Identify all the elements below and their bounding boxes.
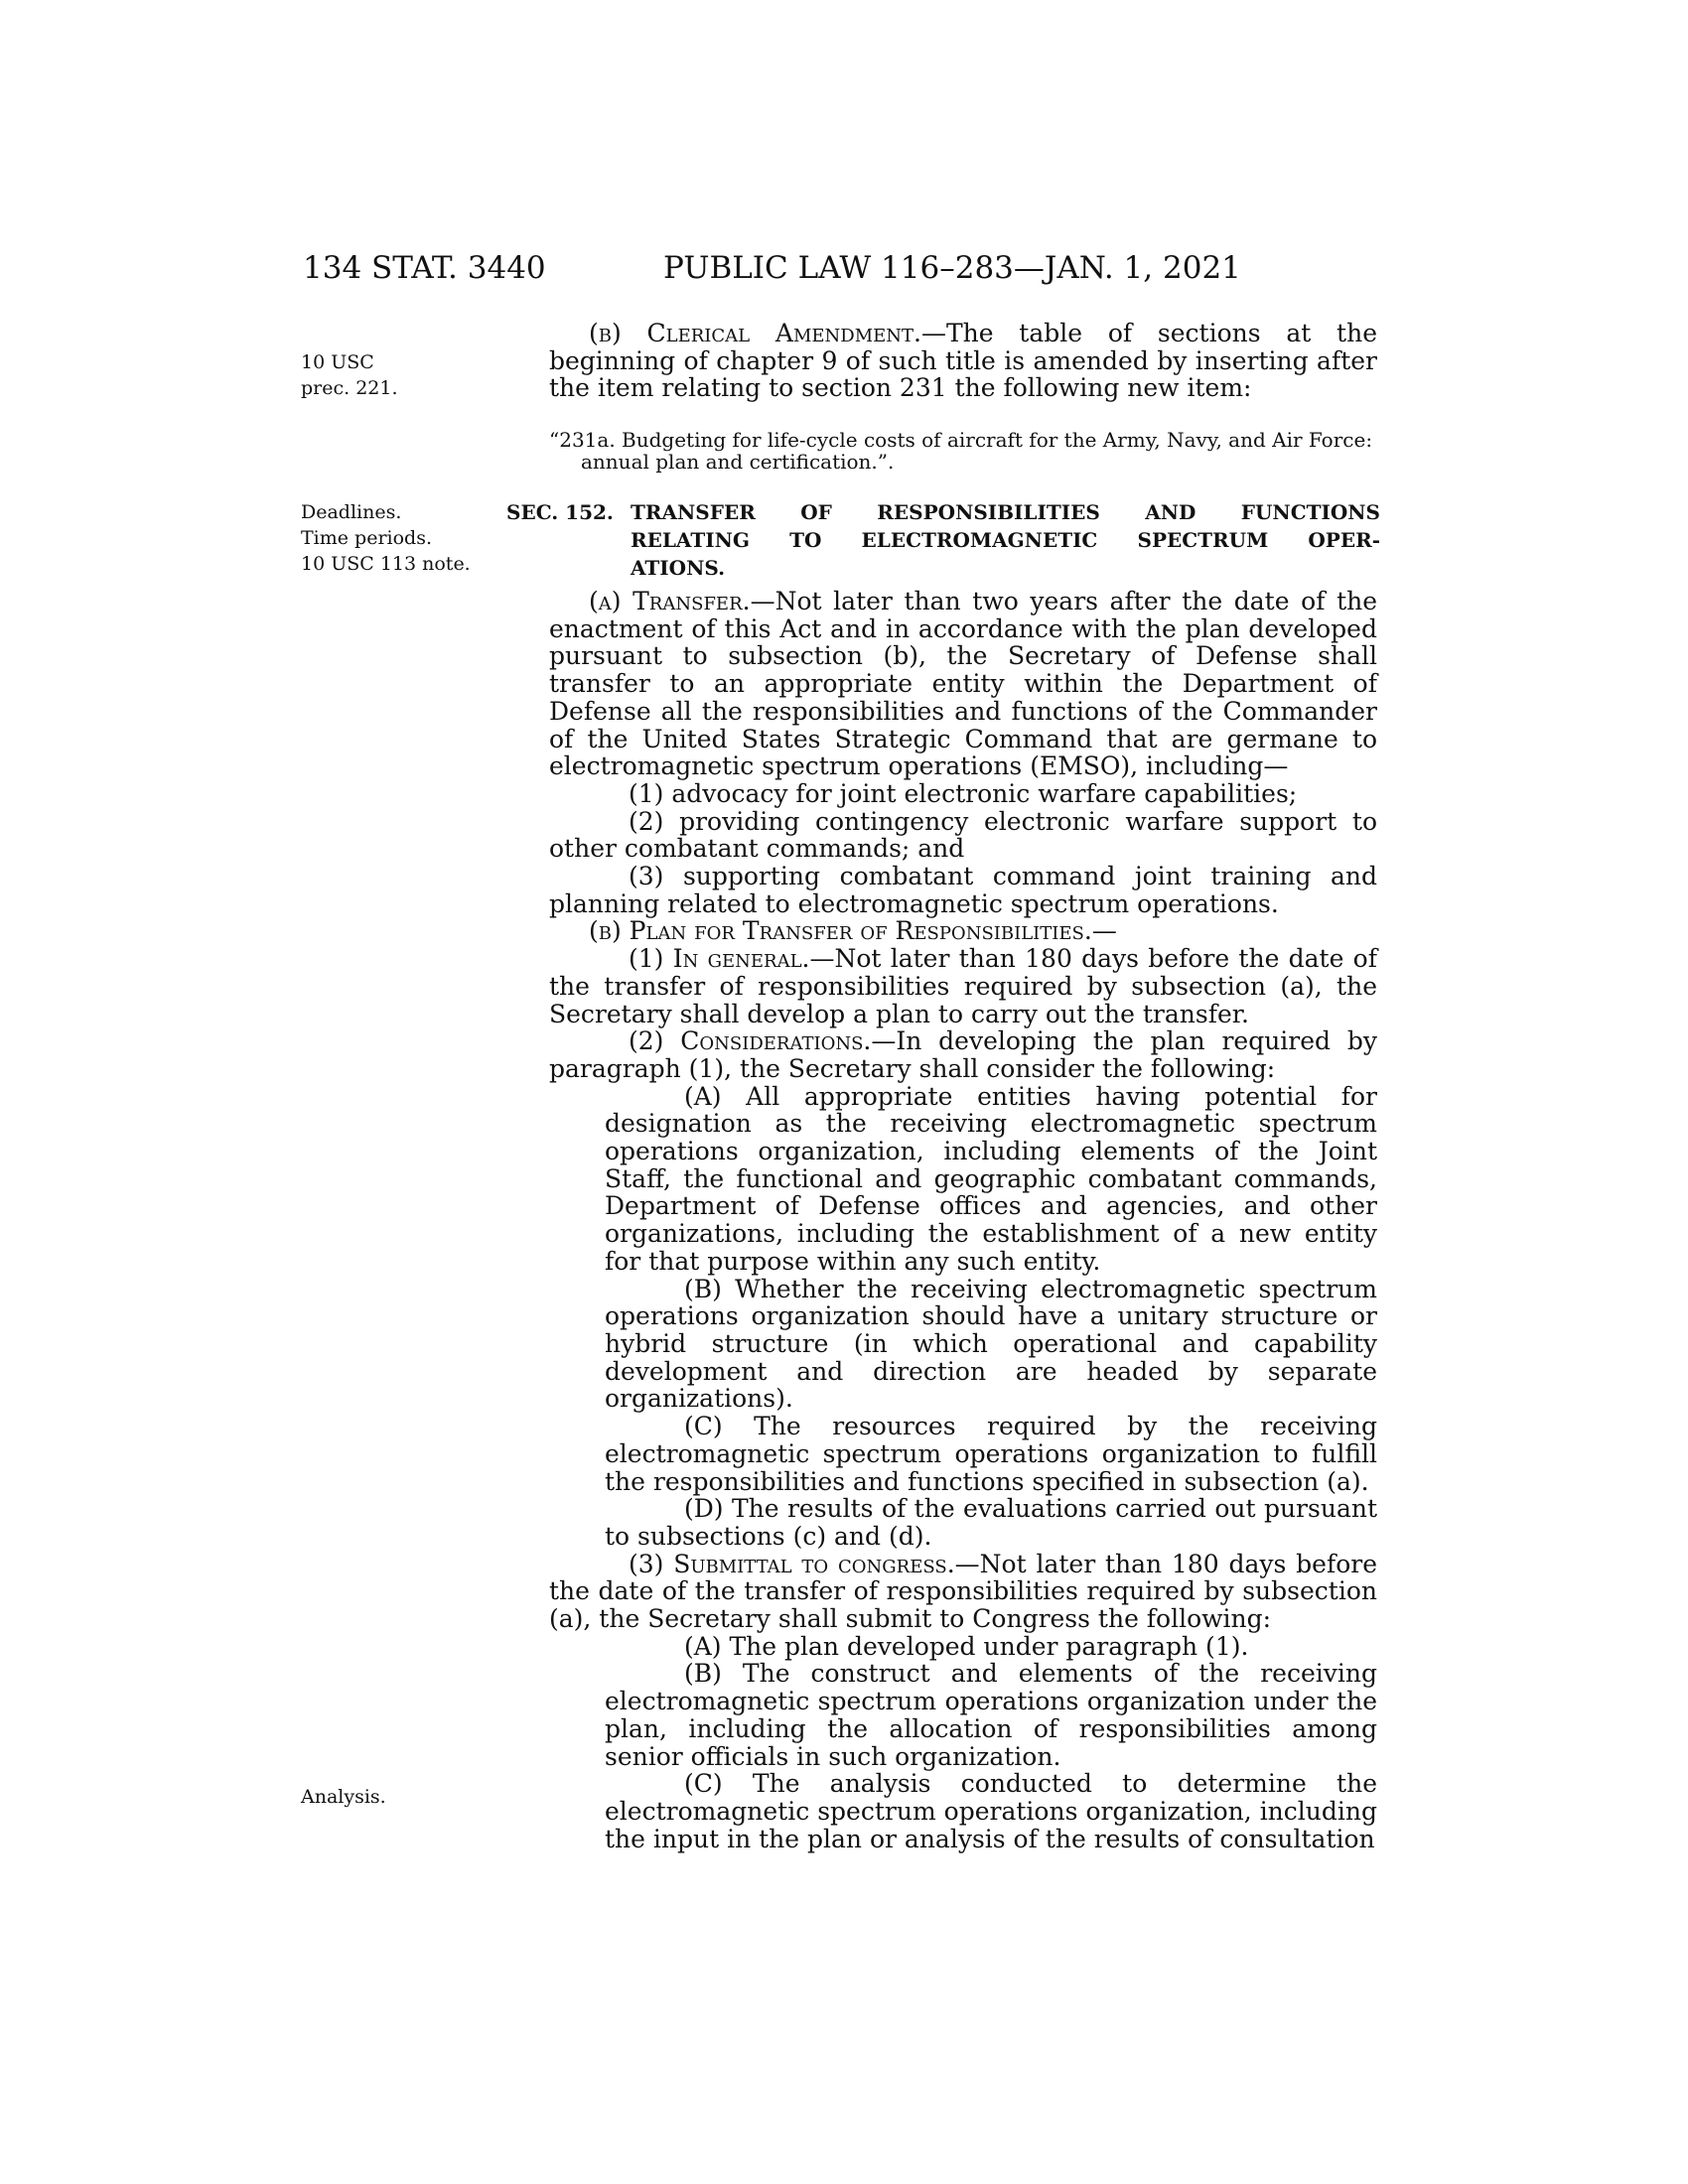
margin-note-deadlines: Deadlines. Time periods. 10 USC 113 note. xyxy=(301,501,471,575)
margin-note-analysis: Analysis. xyxy=(301,1786,386,1808)
running-head-title: PUBLIC LAW 116–283—JAN. 1, 2021 xyxy=(663,250,1241,286)
margin-note-usc-prec: 10 USC prec. 221. xyxy=(301,351,398,399)
list-item: (C) The analysis conducted to determine the electromagnetic spectrum operations organization, including the input in the plan or analysis of the results of consultation xyxy=(605,1769,1377,1853)
section-heading: SEC. 152. TRANSFER OF RESPONSIBILITIES AND FUNCTIONS RELATING TO ELECTROMAGNETIC SPECTRUM OPER- ATIONS. xyxy=(506,500,1380,580)
paragraph-b3: (3) Submittal to congress.—Not later than 180 days before the date of the transfer of responsibilities required by subsection (a), the Secretary shall submit to Congress the following: xyxy=(549,1549,1377,1634)
subsection-b-heading: (b) Plan for Transfer of Responsibilities.— xyxy=(589,916,1117,946)
list-item: (A) All appropriate entities having potential for designation as the receiving electromagnetic spectrum operations organization, including elements of the Joint Staff, the functional and geographic combatant commands, Department of Defense offices and agencies, and other organizations, including the establishment of a new entity for that purpose within any such entity. xyxy=(605,1081,1377,1276)
list-item: (3) supporting combatant command joint training and planning related to electromagnetic spectrum operations. xyxy=(549,862,1377,918)
list-item: (2) providing contingency electronic warfare support to other combatant commands; and xyxy=(549,806,1377,864)
considerations-list xyxy=(549,1083,1377,1551)
statute-page-number: 134 STAT. 3440 xyxy=(303,250,546,286)
list-item: (B) Whether the receiving electromagnetic spectrum operations organization should have a unitary structure or hybrid structure (in which operational and capability development and direction are headed by separate organizations). xyxy=(605,1274,1377,1414)
clerical-amendment: (b) Clerical Amendment.—The table of sections at the beginning of chapter 9 of such title is amended by inserting after the item relating to section 231 the following new item: xyxy=(549,319,1377,403)
list-item: (B) The construct and elements of the receiving electromagnetic spectrum operations organization under the plan, including the allocation of responsibilities among senior officials in such organization. xyxy=(605,1659,1377,1771)
submittal-list xyxy=(549,1633,1377,1853)
list-item: (A) The plan developed under paragraph (1). xyxy=(684,1631,1249,1661)
list-item: (C) The resources required by the receiving electromagnetic spectrum operations organization to fulfill the responsibilities and functions specified in subsection (a). xyxy=(605,1412,1377,1496)
list-item: (D) The results of the evaluations carried out pursuant to subsections (c) and (d). xyxy=(605,1494,1377,1551)
subsection-a: (a) Transfer.—Not later than two years after the date of the enactment of this Act and in accordance with the plan developed pursuant to subsection (b), the Secretary of Defense shall transfer to an appropriate entity within the Department of Defense all the responsibilities and functions of the Commander of the United States Strategic Command that are germane to electromagnetic spectrum operations (EMSO), including— xyxy=(549,587,1378,781)
list-item: (1) advocacy for joint electronic warfare capabilities; xyxy=(629,778,1298,808)
paragraph-b1: (1) In general.—Not later than 180 days before the date of the transfer of responsibilities required by subsection (a), the Secretary shall develop a plan to carry out the transfer. xyxy=(549,944,1377,1028)
section-body xyxy=(549,588,1377,1852)
paragraph-b2: (2) Considerations.—In developing the plan required by paragraph (1), the Secretary shall consider the following: xyxy=(549,1026,1377,1083)
table-of-sections-item: “231a. Budgeting for life-cycle costs of aircraft for the Army, Navy, and Air Force: annual plan and certification.”. xyxy=(549,428,1373,474)
